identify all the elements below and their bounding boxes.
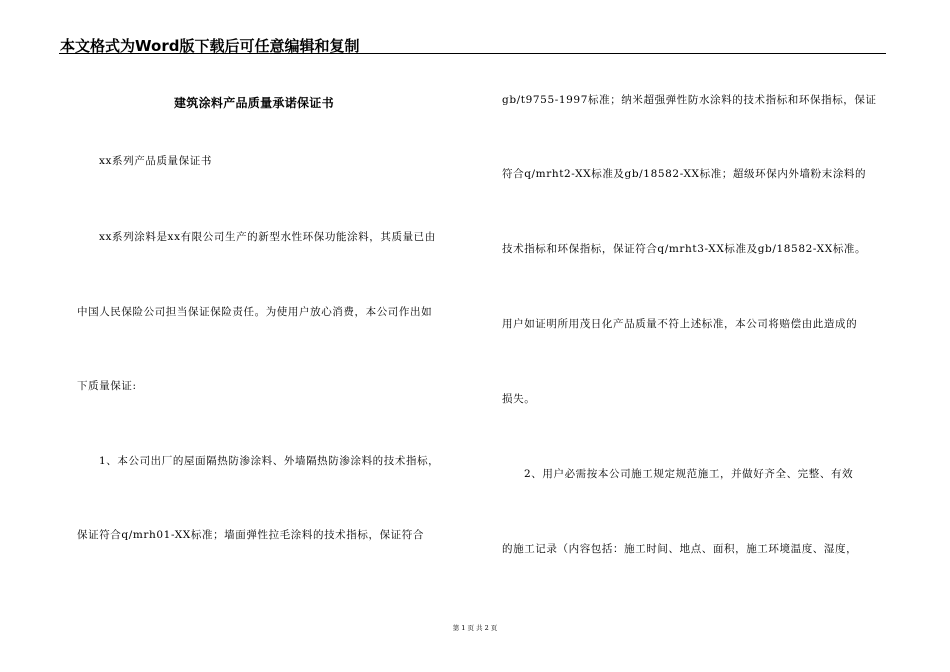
paragraph-line: 损失。 <box>502 393 536 405</box>
page-header-text: 本文格式为Word版下载后可任意编辑和复制 <box>60 37 360 55</box>
paragraph-line: 中国人民保险公司担当保证保险责任。为使用户放心消费，本公司作出如 <box>77 306 433 318</box>
paragraph-line: 2、用户必需按本公司施工规定规范施工，并做好齐全、完整、有效 <box>524 468 854 480</box>
paragraph-line: 符合q/mrht2-XX标准及gb/18582-XX标准；超级环保内外墙粉末涂料的 <box>502 168 867 180</box>
right-column <box>502 0 892 672</box>
paragraph-line: xx系列产品质量保证书 <box>99 155 212 167</box>
paragraph-line: 技术指标和环保指标，保证符合q/mrht3-XX标准及gb/18582-XX标准。 <box>502 243 867 255</box>
paragraph-line: 1、本公司出厂的屋面隔热防渗涂料、外墙隔热防渗涂料的技术指标， <box>99 455 440 467</box>
paragraph-line: gb/t9755-1997标准；纳米超强弹性防水涂料的技术指标和环保指标，保证 <box>502 94 877 106</box>
paragraph-line: 下质量保证: <box>77 380 137 392</box>
document-title: 建筑涂料产品质量承诺保证书 <box>174 96 334 110</box>
page-number-footer: 第 1 页 共 2 页 <box>452 624 498 632</box>
paragraph-line: xx系列涂料是xx有限公司生产的新型水性环保功能涂料，其质量已由 <box>99 231 436 243</box>
paragraph-line: 的施工记录（内容包括：施工时间、地点、面积，施工环境温度、湿度， <box>502 543 858 555</box>
paragraph-line: 保证符合q/mrh01-XX标准；墙面弹性拉毛涂料的技术指标，保证符合 <box>77 529 424 541</box>
paragraph-line: 用户如证明所用茂日化产品质量不符上述标准，本公司将赔偿由此造成的 <box>502 318 858 330</box>
left-column <box>77 0 469 672</box>
